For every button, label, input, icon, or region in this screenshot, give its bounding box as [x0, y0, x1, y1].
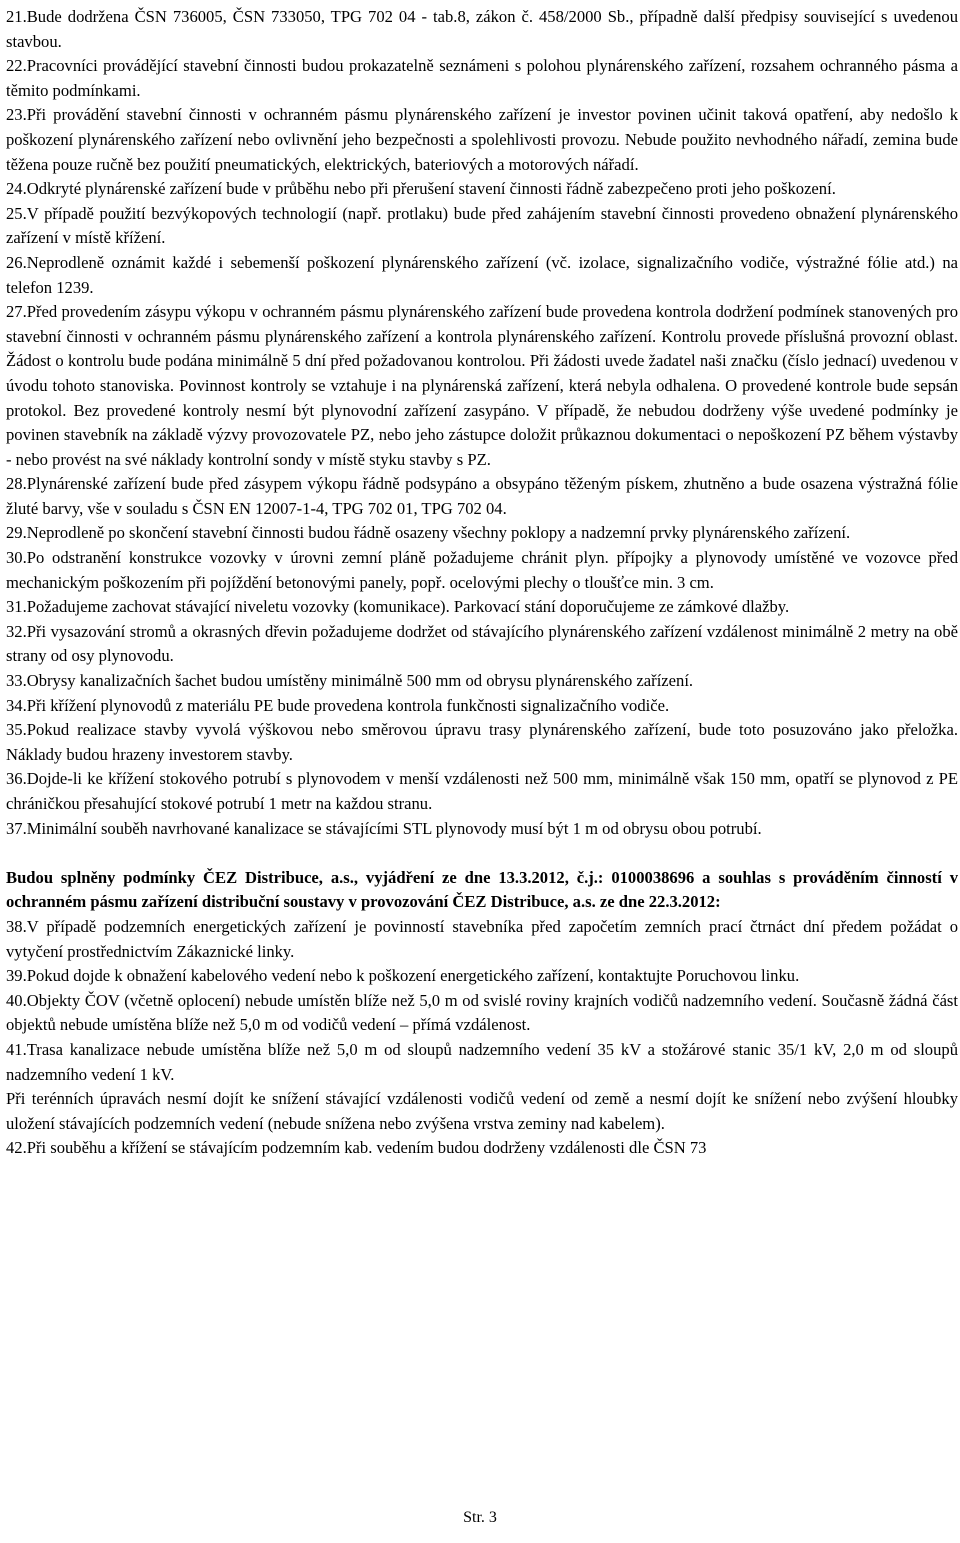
condition-terrain: Při terénních úpravách nesmí dojít ke snížení stávající vzdálenosti vodičů vedení od země a nesmí dojít ke snížení nebo zvýšení hloubky uložení stávajících podzemních vedení (nebude snížena nebo zvýšena vrstva zeminy nad kabelem). — [6, 1089, 958, 1133]
condition-28: 28.Plynárenské zařízení bude před zásypem výkopu řádně podsypáno a obsypáno těženým pískem, zhutněno a bude osazena výstražná fólie žluté barvy, vše v souladu s ČSN EN 12007-1-4, TPG 702 01, TPG 702 04. — [6, 474, 958, 518]
condition-34: 34.Při křížení plynovodů z materiálu PE bude provedena kontrola funkčnosti signalizačního vodiče. — [6, 695, 670, 715]
condition-35: 35.Pokud realizace stavby vyvolá výškovou nebo směrovou úpravu trasy plynárenského zařízení, bude toto posuzováno jako přeložka. Náklady budou hrazeny investorem stavby. — [6, 720, 958, 764]
condition-30: 30.Po odstranění konstrukce vozovky v úrovni zemní pláně požadujeme chránit plyn. přípojky a plynovody umístěné ve vozovce před mechanickým poškozením při pojíždění betonovými panely, popř. ocelovými plechy o tloušťce min. 3 cm. — [6, 548, 958, 592]
condition-38: 38.V případě podzemních energetických zařízení je povinností stavebníka před započetím zemních prací čtrnáct dní předem požádat o vytyčení prostřednictvím Zákaznické linky. — [6, 916, 958, 961]
condition-26: 26.Neprodleně oznámit každé i sebemenší poškození plynárenského zařízení (vč. izolace, signalizačního vodiče, výstražné fólie atd.) na telefon 1239. — [6, 252, 958, 297]
condition-39: 39.Pokud dojde k obnažení kabelového vedení nebo k poškození energetického zařízení, kontaktujte Poruchovou linku. — [6, 966, 800, 986]
condition-33: 33.Obrysy kanalizačních šachet budou umístěny minimálně 500 mm od obrysu plynárenského zařízení. — [6, 671, 694, 691]
condition-21: 21.Bude dodržena ČSN 736005, ČSN 733050, TPG 702 04 - tab.8, zákon č. 458/2000 Sb., případně další předpisy související s uvedenou stavbou. — [6, 7, 958, 51]
condition-24: 24.Odkryté plynárenské zařízení bude v průběhu nebo při přerušení stavení činnosti řádně zabezpečeno proti jeho poškození. — [6, 179, 836, 199]
condition-42: 42.Při souběhu a křížení se stávajícím podzemním kab. vedením budou dodrženy vzdálenosti dle ČSN 73 — [6, 1138, 707, 1158]
condition-37: 37.Minimální souběh navrhované kanalizace se stávajícími STL plynovody musí být 1 m od obrysu obou potrubí. — [6, 818, 762, 838]
document-body — [6, 5, 958, 1161]
section-spacer — [6, 841, 958, 866]
condition-40: 40.Objekty ČOV (včetně oplocení) nebude umístěn blíže než 5,0 m od svislé roviny krajních vodičů nadzemního vedení. Současně žádná část objektů nebude umístěna blíže než 5,0 m od vodičů vedení – přímá vzdálenost. — [6, 990, 958, 1035]
condition-22: 22.Pracovníci provádějící stavební činnosti budou prokazatelně seznámeni s polohou plynárenského zařízení, rozsahem ochranného pásma a těmito podmínkami. — [6, 56, 958, 100]
condition-41: 41.Trasa kanalizace nebude umístěna blíže než 5,0 m od sloupů nadzemního vedení 35 kV a stožárové stanic 35/1 kV, 2,0 m od sloupů nadzemního vedení 1 kV. — [6, 1039, 958, 1084]
section-heading-cez: Budou splněny podmínky ČEZ Distribuce, a.s., vyjádření ze dne 13.3.2012, č.j.: 0100038696 a souhlas s prováděním činností v ochranném pásmu zařízení distribuční soustavy v provozování ČEZ Distribuce, a.s. ze dne 22.3.2012: — [6, 867, 958, 912]
condition-29: 29.Neprodleně po skončení stavební činnosti budou řádně osazeny všechny poklopy a nadzemní prvky plynárenského zařízení. — [6, 523, 851, 543]
condition-23: 23.Při provádění stavební činnosti v ochranném pásmu plynárenského zařízení je investor povinen učinit taková opatření, aby nedošlo k poškození plynárenského zařízení nebo ovlivnění jeho bezpečnosti a spolehlivosti provozu. Nebude použito nevhodného nářadí, zemina bude těžena pouze ručně bez použití pneumatických, elektrických, bateriových a motorových nářadí. — [6, 105, 958, 174]
condition-31: 31.Požadujeme zachovat stávající niveletu vozovky (komunikace). Parkovací stání doporučujeme ze zámkové dlažby. — [6, 597, 790, 617]
condition-32: 32.Při vysazování stromů a okrasných dřevin požadujeme dodržet od stávajícího plynárenského zařízení vzdálenost minimálně 2 metry na obě strany od osy plynovodu. — [6, 621, 958, 666]
condition-36: 36.Dojde-li ke křížení stokového potrubí s plynovodem v menší vzdálenosti než 500 mm, minimálně však 150 mm, opatří se plynovod z PE chráničkou přesahující stokové potrubí 1 metr na každou stranu. — [6, 769, 958, 813]
condition-27: 27.Před provedením zásypu výkopu v ochranném pásmu plynárenského zařízení bude provedena kontrola dodržení podmínek stanovených pro stavební činnosti v ochranném pásmu plynárenského zařízení a kontrola plynárenského zařízení. Kontrolu provede příslušná provozní oblast. Žádost o kontrolu bude podána minimálně 5 dní před požadovanou kontrolou. Při žádosti uvede žadatel naši značku (číslo jednací) uvedenou v úvodu tohoto stanoviska. Povinnost kontroly se vztahuje i na plynárenská zařízení, která nebyla odhalena. O provedené kontrole bude sepsán protokol. Bez provedené kontroly nesmí být plynovodní zařízení zasypáno. V případě, že nebudou dodrženy výše uvedené podmínky je povinen stavebník na základě výzvy provozovatele PZ, nebo jeho zástupce doložit průkaznou dokumentaci o nepoškození PZ během výstavby - nebo provést na své náklady kontrolní sondy v místě styku stavby s PZ. — [6, 302, 958, 469]
page-number: Str. 3 — [463, 1509, 497, 1526]
condition-25: 25.V případě použití bezvýkopových technologií (např. protlaku) bude před zahájením stavební činnosti provedeno obnažení plynárenského zařízení v místě křížení. — [6, 203, 958, 248]
